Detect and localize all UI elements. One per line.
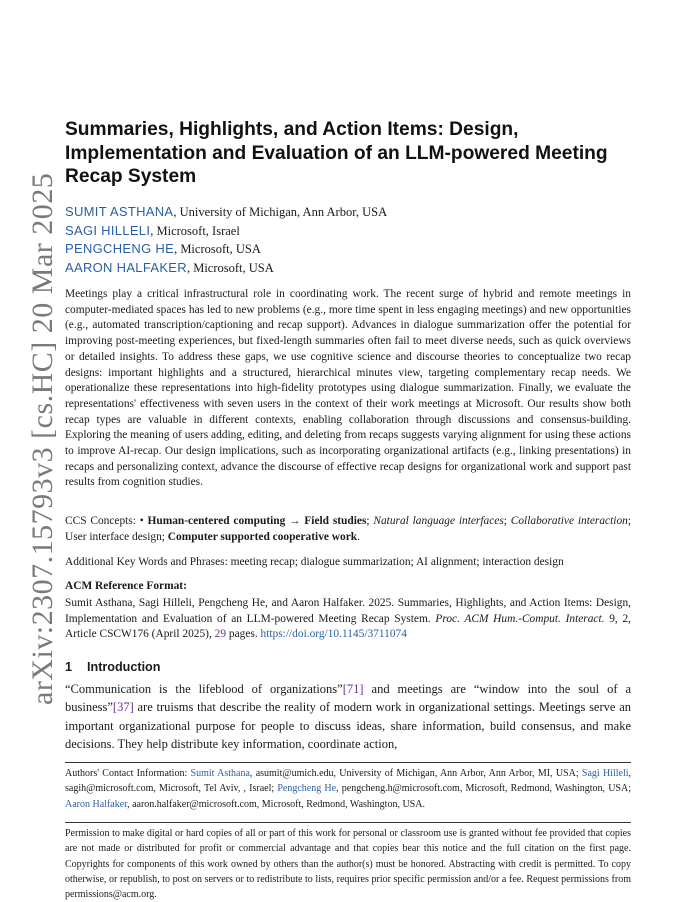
acm-reference-heading: ACM Reference Format: [65,580,187,592]
author-affiliation: , Microsoft, USA [186,260,274,275]
acm-reference-text: Sumit Asthana, Sagi Hilleli, Pengcheng He, and Aaron Halfaker. 2025. Summaries, Highlights, and Action Items: Design, Implementation and Evaluation of an LLM-powered Meeting Recap System. [65,597,631,625]
ccs-term-field-studies: Human-centered computing → Field studies [147,515,367,527]
permission-divider [65,822,631,823]
acm-reference-pages-suffix: pages. [226,628,261,641]
author-name-link[interactable]: SUMIT ASTHANA [65,204,174,219]
arxiv-identifier-stamp: arXiv:2307.15793v3 [cs.HC] 20 Mar 2025 [26,172,59,705]
intro-text: “Communication is the lifeblood of organizations” [65,682,343,696]
author-entry [65,203,631,222]
ccs-separator: ; [366,515,374,527]
permission-notice: Permission to make digital or hard copies of all or part of this work for personal or classroom use is granted without fee provided that copies are not made or distributed for profit or commercial advantage and that copies bear this notice and the full citation on the first page. Copyrights for components of this work owned by others than the author(s) must be honored. Abstracting with credit is permitted. To copy otherwise, or republish, to post on servers or to redistribute to lists, requires prior specific permission and/or a fee. Request permissions from permissions@acm.org. [65,828,631,901]
additional-keywords: Additional Key Words and Phrases: meeting recap; dialogue summarization; AI alignment; interaction design [65,556,564,568]
acm-reference-journal: Proc. ACM Hum.-Comput. Interact. [435,612,605,625]
ccs-term-ui-design: ; User interface design; [65,515,632,543]
intro-text: and meetings are “window into the soul of a business” [65,682,631,715]
footnote-divider [65,762,631,763]
author-name-link[interactable]: PENGCHENG HE [65,241,175,257]
footnote-author-detail: , sagih@microsoft.com, Microsoft, Tel Aviv, , Israel; [65,768,631,795]
paper-title: Summaries, Highlights, and Action Items: Design, Implementation and Evaluation of an LLM-powered Meeting Recap System [65,119,608,187]
abstract-text: Meetings play a critical infrastructural role in coordinating work. The recent surge of hybrid and remote meetings in computer-mediated spaces has led to new problems (e.g., more time spent in less engaging meetings) and new opportunities (e.g., automated transcription/captioning and recap support). Advances in dialogue summarization offer the potential for improving post-meeting experiences, but fixed-length summaries often fail to meet diverse needs, such as quick overviews or detailed insights. To address these gaps, we use cognitive science and discourse theories to conceptualize two recap designs: important highlights and a structured, hierarchical minutes view, targeting complementary recap needs. We operationalize these representations into high-fidelity prototypes using dialogue summarization. Finally, we evaluate the representations' effectiveness with seven users in the context of their work meetings at Microsoft. Our results show both recap types are valuable in different contexts, enabling collaboration through discussions and consensus-building. Exploring the meaning of users adding, editing, and deleting from recaps suggests varying alignment for using these actions to improve AI-recap. Our design implications, such as incorporating organizational artifacts (e.g., linking presentations) in recaps and personalizing context, advance the discourse of effective recap designs for organizational work and support past results from cognition studies. [65,288,631,489]
footnote-author-detail: , asumit@umich.edu, University of Michigan, Ann Arbor, Ann Arbor, MI, USA; [249,768,582,779]
footnote-author-detail: , aaron.halfaker@microsoft.com, Microsoft, Redmond, Washington, USA. [127,798,425,810]
ccs-bullet: • [139,515,148,527]
intro-paragraph [65,680,631,754]
footnote-author-link[interactable]: Sumit Asthana [190,768,250,779]
section-number: 1 [65,660,73,674]
footnote-lead: Authors' Contact Information: [65,768,191,779]
acm-reference [65,596,631,643]
ccs-term-nli: Natural language interfaces [373,515,504,527]
ccs-term-collab: Collaborative interaction [510,515,628,527]
citation-link[interactable]: [37] [112,700,134,715]
intro-text: are truisms that describe the reality of modern work in organizational settings. Meetings serve an important organizational purpose for people to discuss ideas, share information, build consensus, and make decisions. They help distribute key information, coordinate action, [65,700,631,752]
author-name-link[interactable]: AARON HALFAKER [65,259,187,275]
author-affiliation: , Microsoft, Israel [150,223,240,238]
ccs-label: CCS Concepts: [65,515,140,527]
acm-reference-pages-link[interactable]: 29 [214,628,227,641]
author-affiliation: , Microsoft, USA [174,242,261,257]
author-entry [65,222,631,241]
footnote-author-link[interactable]: Pengcheng He [277,783,337,795]
author-entry [65,240,631,259]
footnote-author-detail: , pengcheng.h@microsoft.com, Microsoft, Redmond, Washington, USA; [336,783,631,795]
author-entry [65,259,631,278]
author-contact-footnote [65,766,631,812]
footnote-author-link[interactable]: Aaron Halfaker [65,798,128,810]
ccs-concepts [65,514,631,545]
citation-link[interactable]: [71] [342,682,364,696]
section-title: Introduction [87,660,161,674]
author-list [65,203,631,277]
author-affiliation: , University of Michigan, Ann Arbor, USA [173,205,388,219]
ccs-end: . [357,530,360,543]
section-heading [65,660,160,674]
author-name-link[interactable]: SAGI HILLELI [65,222,151,238]
footnote-author-link[interactable]: Sagi Hilleli [581,768,629,779]
doi-link[interactable]: https://doi.org/10.1145/3711074 [260,628,407,641]
acm-reference-volume: 9, 2, Article CSCW176 (April 2025), [65,612,631,641]
ccs-separator: ; [503,515,511,527]
ccs-term-cscw: Computer supported cooperative work [167,530,358,543]
